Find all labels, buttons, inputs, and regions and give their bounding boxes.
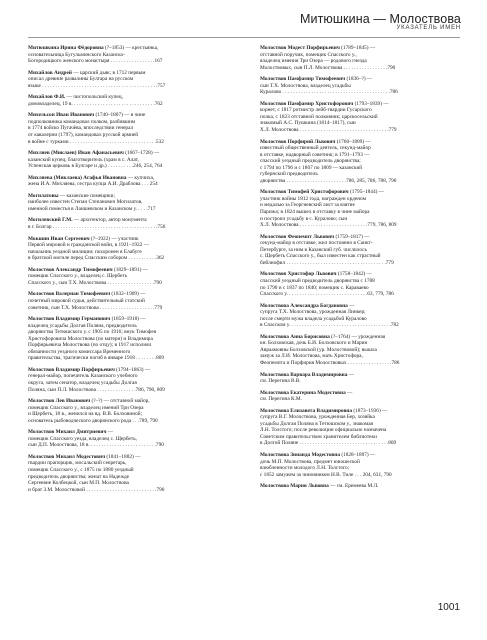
entry-name: Молоствова Екатерина Модестовна [260, 389, 346, 396]
entry-line: Богородицкого женского монастыря . . . . . . . . . . . . . . . . .167 [28, 58, 163, 65]
entry-line: Х.Л. Молоствова . . . . . . . . . . . . . . . . . . . . . . . . . . . . . . . . . .779 [260, 127, 397, 134]
entry-line: генерал-майор, попечитель Казанского учебного [28, 373, 138, 380]
header-subtitle: УКАЗАТЕЛЬ ИМЕН [396, 25, 461, 31]
entry-text: (?–1922) — участник [89, 235, 139, 242]
entry-line: обязанности уездного комиссара Временного [28, 348, 131, 355]
entry-line: с. Щербеть Спасского у., был известен как страстный [260, 253, 381, 260]
entry-line: основатель рыбоводческого дворянского рода . . .789, 790 [28, 417, 158, 424]
entry-line: отставной поручик, помещик Спасского у., [260, 51, 357, 58]
entry-line [260, 483, 459, 490]
entry-text: — царский дьяк; в 1712 первым [71, 69, 146, 76]
index-entry [28, 217, 227, 230]
entry-line: Спасского у. . . . . . . . . . . . . . . . . . . . . . . . . . . . . . .63, 779, 786 [260, 291, 394, 298]
entry-text: (1667–1728) — [123, 150, 160, 157]
entry-line: дочь М.П. Молоствова, предмет юношеской [260, 458, 360, 465]
entry-line: Л.Н. Толстого; после революции официально назначена [260, 427, 387, 434]
entry-name: Митюшкина Ирина Фёдоровна [28, 45, 104, 51]
entry-name: Молоствова Варвара Владимировна [260, 371, 348, 378]
entry-text: (1789–1845) — [339, 45, 376, 51]
entry-text: (1758–1842) — [336, 271, 372, 278]
entry-line: правительства, трагически погиб в январе 1918 . . . . . . . .809 [28, 355, 165, 362]
entry-name: Молоствова Александра Богдановна [260, 302, 348, 309]
entry-line: влюбленности молодого Л.Н. Толстого; [260, 465, 350, 472]
entry-line: усадьбы Долгая Поляна в Тетюшском у., знакомая [260, 420, 373, 427]
entry-line: владелец имения Три Озера — родового гнезда [260, 58, 367, 65]
entry-line: помещик Спасского у., владелец с. Щербеть [28, 273, 128, 280]
entry-name: Молоствов Михаил Модестович [28, 453, 106, 460]
entry-line: Куралово . . . . . . . . . . . . . . . . . . . . . . . . . . . . . . . . . . . . . . . . .786 [260, 89, 398, 96]
entry-line: от кавалерии (1797), командовал русской армией [28, 132, 139, 139]
index-entry [260, 45, 459, 71]
entry-line: начальник уездной милиции; похоронен в Елабуге [28, 248, 142, 255]
index-entry [260, 452, 459, 478]
entry-text: — [106, 429, 114, 436]
index-entry [28, 94, 227, 107]
entry-text: (1841–1882) — [105, 453, 141, 460]
entry-name: Молоствов Феопемпт Львович [260, 233, 335, 240]
entry-name: Молоствов Владимир Порфирьевич [28, 366, 115, 373]
entry-line: после смерти мужа владела усадьбой Куралово [260, 315, 367, 322]
entry-line: наиболее известен Степан Степанович Могилатов, [28, 199, 143, 206]
entry-text: (1793–1839) — [353, 100, 389, 107]
entry-line: корнет, с 1817 ротмистр лейб-гвардии Гусарского [260, 107, 372, 114]
entry-name: Могилатовы [28, 192, 59, 199]
entry-name: Молоствова Зинаида Модестовна [260, 451, 340, 458]
header-title: Митюшкина — Молоствова [300, 12, 461, 26]
entry-line: почетный мировой судья, действительный статский [28, 297, 145, 304]
entry-line: замуж за Л.И. Молоствова, мать Христофора, [260, 353, 363, 360]
entry-line: и Щербеть, 18 в., женился на вд. В.В. Болховиной; [28, 411, 143, 418]
entry-name: Михельсон Иван Иванович [28, 112, 95, 119]
entry-line: гвардии прапорщик, мосальский секретарь, [28, 460, 127, 467]
entry-line: в г. Болгар . . . . . . . . . . . . . . . . . . . . . . . . . . . . . . . . . . . . . . . .756 [28, 224, 166, 231]
index-entry [260, 390, 459, 403]
entry-line: участник войны 1812 года, награжден орденом [260, 195, 366, 202]
entry-line: известный общественный деятель, секунд-майор [260, 145, 371, 152]
entry-line: в 1774 войско Пугачёва, впоследствии генерал [28, 125, 134, 132]
entry-line: Христофоровича Молоствова (по матери) и Владимира [28, 335, 153, 342]
entry-line: губернский предводитель [260, 171, 318, 178]
entry-line: дворянства . . . . . . . . . . . . . . . . . . . . . . .786, 285, 786, 788, 790 [260, 177, 397, 184]
entry-name: Молоствова Анна Борисовна [260, 333, 330, 340]
entry-name: Мокшин Иван Сергеевич [28, 235, 90, 242]
entry-text: (1795–1844) — [348, 189, 384, 196]
index-entry [260, 234, 459, 267]
entry-line: с 1852 замужем за чиновником Н.В. Тиле . . . 204, 631, 790 [260, 471, 392, 478]
entry-text: — [345, 389, 353, 396]
index-entry [260, 271, 459, 297]
entry-line: округа, затем сенатор, владелец усадьбы Долгая [28, 379, 137, 386]
entry-text: (1859–1918) — [110, 316, 146, 323]
entry-name: Молоствова Мария Львовна [260, 483, 329, 490]
entry-name: Михляева (Миклаева) Агафья Ивановна [28, 174, 127, 181]
entry-line: по 1790 и с 1837 по 1840; помещик с. Караваево [260, 284, 369, 291]
entry-line: именной поместья в Лаишевском и Казанском у. . . . .717 [28, 205, 156, 212]
index-entry [28, 267, 227, 287]
entry-line: Феопемпта и Порфирия Молоствовых . . . . . . . . . . . . . . . . .786 [260, 359, 400, 366]
entry-text: — чистопольский купец, [65, 94, 123, 101]
index-entry [260, 76, 459, 96]
index-column-left [28, 45, 227, 498]
entry-text: — [347, 302, 355, 309]
entry-line: сын Д.П. Молоствова, 18 в. . . . . . . . . . . . . . . . . . . . . . . . . .790 [28, 442, 164, 449]
entry-line: полка, с 1823 отставной полковник; царскосельский [260, 113, 378, 120]
entry-line: спасский уездный предводитель дворянства; [260, 158, 361, 165]
entry-line: подполковника командовал полком, разбившим [28, 118, 136, 125]
entry-line: Сергеевне Колбецкой, сын М.П. Молоствова [28, 480, 129, 487]
entry-name: Молоствов Михаил Дмитриевич [28, 429, 107, 436]
entry-text: (1829–1891) — [112, 266, 148, 273]
entry-line: в войне с турками . . . . . . . . . . . . . . . . . . . . . . . . . . . . . . . . .532 [28, 138, 164, 145]
entry-name: Михляев (Миклаев) Иван Афанасьевич [28, 150, 124, 157]
entry-line: Петербурге, за ним в Казанский губ. числилось [260, 246, 367, 253]
entry-line: супруга В.Г. Молоствова, урожденная Бер, хозяйка [260, 414, 375, 421]
entry-line: языке . . . . . . . . . . . . . . . . . . . . . . . . . . . . . . . . . . . . . . . . . . . .757 [28, 82, 166, 89]
entry-line: в братской могиле перед Спасским собором . . . . . . . . . . .362 [28, 255, 165, 262]
index-entry [260, 372, 459, 385]
entry-line: помещик Спасского уезда, владелец с. Щербеть, [28, 435, 137, 442]
entry-text: (1760–1809) — [335, 138, 371, 145]
running-header [0, 0, 487, 34]
entry-text: (1794–1863) — [114, 366, 151, 373]
entry-line: Порфирьевича Молоствова (по отцу); в 1917 исполнял [28, 342, 152, 349]
index-entry [260, 303, 459, 329]
entry-name: Молоствов Александр Тимофеевич [28, 266, 113, 273]
entry-line: секунд-майор в отставке, жил постоянно в Санкт- [260, 240, 373, 247]
index-entry [28, 367, 227, 393]
entry-line: и медалью за Георгиевский лист за взятие [260, 202, 355, 209]
index-entry [28, 112, 227, 145]
entry-line: Первой мировой и гражданской войн, в 1921–1922 — [28, 242, 149, 249]
page-number: 1001 [437, 602, 460, 613]
index-entry [260, 139, 459, 185]
index-entry [28, 316, 227, 362]
index-entry [28, 291, 227, 311]
entry-text: (1873–1936) — [352, 407, 388, 414]
entry-text: — архитектор, автор монумента [72, 217, 147, 224]
entry-line: в отставке, надворный советник; в 1791–1793 — [260, 151, 370, 158]
entry-text: (1832–1909) — [110, 291, 146, 298]
index-entry [28, 398, 227, 424]
entry-line: и построил усадьбу в с. Куралово; сын [260, 215, 348, 222]
entry-line: дворянства Тетюшского у. с 1905 по 1916; внук Тимофея [28, 329, 157, 336]
entry-name: Могилевский Г.М. [28, 217, 73, 224]
entry-line: Спасского у., сын Т.Х. Молоствова . . . . . . . . . . . . . . . . . .790 [28, 279, 162, 286]
entry-text: (1759–1817) — [334, 233, 370, 240]
entry-name: Михайлов Андрей [28, 69, 72, 76]
index-column-right [260, 45, 459, 495]
entry-line: Парижа; в 1824 вышел в отставку в чине майора [260, 209, 370, 216]
index-entry [28, 429, 227, 449]
entry-line: в Долгой Поляне . . . . . . . . . . . . . . . . . . . . . . . . . . . . . . . . . .809 [260, 440, 397, 447]
entry-line: супруга Т.Х. Молоствова, урожденная Линкер; [260, 309, 366, 316]
entry-text: — казанские помещики; [58, 192, 115, 199]
entry-line: см. Перегина К.М. [260, 396, 302, 403]
entry-name: Молоствова Елизавета Владимировна [260, 407, 353, 414]
entry-name: Михайлов Ф.И. [28, 94, 66, 101]
entry-name: Молоствов Памфамир Тимофеевич [260, 76, 346, 83]
entry-text: (?–1853) — крестьянка, [103, 45, 159, 51]
index-entry [28, 454, 227, 493]
entry-text: — см. Еремеева М.Л. [328, 483, 379, 490]
entry-text: — купчиха, [126, 174, 155, 181]
entry-text: (1836–?) — [345, 76, 373, 83]
entry-text: (?–1764) — урожденная [329, 333, 386, 340]
entry-line: помещик Спасского у., с 1875 по 1880 уездный [28, 466, 134, 473]
entry-name: Молоствов Модест Порфирьевич [260, 45, 340, 51]
entry-line: спасский уездный предводитель дворянства с 1788 [260, 277, 375, 284]
index-entry [260, 408, 459, 447]
entry-line: домовладелец, 19 в. . . . . . . . . . . . . . . . . . . . . . . . . . . . . . . .762 [28, 100, 163, 107]
entry-name: Молоствов Тимофей Христофорович [260, 189, 349, 196]
index-entry [28, 45, 227, 65]
entry-line: в Спасском у. . . . . . . . . . . . . . . . . . . . . . . . . . . . . . . . . . . . . . .782 [260, 322, 399, 329]
entry-line: помещик Спасского у., владелец имений Три Озера [28, 404, 144, 411]
index-entry [28, 236, 227, 262]
entry-line: знакомый А.С. Пушкина (1814–1817), сын [260, 120, 356, 127]
entry-text: (1740–1807) — в чине [94, 112, 146, 119]
entry-line: Успенская церковь в Булгаре и др.) . . . . . . . . . .246, 254, 764 [28, 163, 163, 170]
entry-line: см. Перегина В.В. [260, 378, 301, 385]
entry-line: и брат З.М. Молоствовой . . . . . . . . . . . . . . . . . . . . . . . . . . .790 [28, 486, 165, 493]
entry-line: основательница Бугульминского Казанско- [28, 51, 125, 58]
entry-line: владелец усадьбы Долгая Поляна, предводитель [28, 322, 137, 329]
entry-text: (1828–1897) — [340, 451, 376, 458]
index-entry [28, 175, 227, 188]
entry-line: библиофил . . . . . . . . . . . . . . . . . . . . . . . . . . . . . . . . . . . . . .779 [260, 259, 394, 266]
entry-name: Молоствов Валериан Тимофеевич [28, 291, 111, 298]
index-entry [260, 334, 459, 367]
entry-line: описал древние развалины Булгара на русском [28, 76, 134, 83]
index-entry [28, 70, 227, 90]
entry-line: Поляна, сын П.Л. Молоствова . . . . . . . . . . . . . . .786, 790, 809 [28, 386, 165, 393]
entry-line: Молоствовых, сын П.Л. Молоствова . . . . . . . . . . . . . . . . .790 [260, 64, 396, 71]
index-entry [260, 483, 459, 490]
entry-line: жена И.А. Михляева, сестра купца А.И. Драблова . . . 254 [28, 181, 158, 188]
entry-line: сын Т.Х. Молоствова, владелец усадьбы [260, 82, 351, 89]
entry-name: Молоствов Порфирий Львович [260, 138, 336, 145]
entry-text: (?–?) — отставной майор, [90, 398, 150, 405]
index-entry [28, 193, 227, 213]
entry-line: кн. Болховская, дочь Б.И. Болховского и Марии [260, 340, 368, 347]
entry-name: Молоствов Христофор Львович [260, 271, 337, 278]
entry-name: Молоствов Памфамир Христофорович [260, 100, 354, 107]
entry-line: Авраамовны Болховской (ур. Молоствовой); вышла [260, 346, 377, 353]
index-entry [260, 189, 459, 228]
header-divider [28, 37, 460, 38]
entry-line: казанский купец, благотворитель (храм в с. Алат, [28, 156, 139, 163]
entry-name: Молоствов Лев Иванович [28, 398, 91, 405]
index-entry [260, 101, 459, 134]
entry-line: Советским правительством хранителем библиотеки [260, 433, 377, 440]
index-entry [28, 150, 227, 170]
entry-line: советник, сын Т.Х. Молоствова . . . . . . . . . . . . . . . . . . . . .779 [28, 304, 163, 311]
entry-name: Молоствов Владимир Германович [28, 316, 111, 323]
entry-text: — [347, 371, 355, 378]
entry-line: с 1794 по 1796 и с 1807 по 1809 — казанский [260, 164, 363, 171]
entry-line: предводитель дворянства; женат на Надежде [28, 473, 130, 480]
entry-line: Х.Л. Молоствова . . . . . . . . . . . . . . . . . . . . . . . . . .779, 786, 809 [260, 222, 397, 229]
